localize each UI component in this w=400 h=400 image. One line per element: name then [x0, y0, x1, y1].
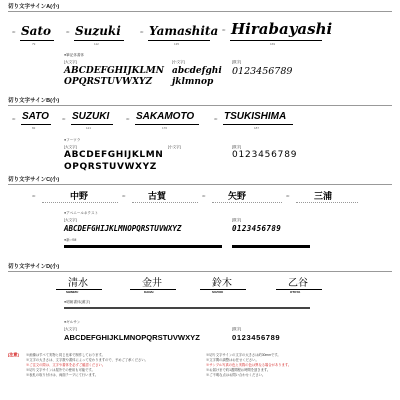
sample-b1-underline	[21, 124, 51, 125]
section-c-font2-sample-bar-2	[232, 245, 310, 248]
sample-a3-size: 30	[140, 30, 144, 34]
section-c-digit-label: [数字]	[232, 218, 242, 222]
notes-line: ※文字の大きさは、文字数や書体によって変わりますので、予めご了承ください。	[26, 358, 148, 362]
section-c-upper-row: ABCDEFGHIJKLMNOPQRSTUVWXYZ	[64, 224, 182, 233]
sample-b4-name: TSUKISHIMA	[224, 111, 287, 122]
notes-line: ※お届けまで約1週間程お時間を頂きます。	[206, 368, 271, 372]
sample-b3-name: SAKAMOTO	[136, 111, 195, 122]
section-a-lower-row2: jklmnop	[172, 77, 214, 87]
sample-b2-name: SUZUKI	[72, 111, 110, 122]
section-c-font2-sample-bar-1	[64, 245, 222, 248]
section-b-digit-label: [数字]	[232, 145, 242, 149]
section-d-font2-label: ●ギルサン	[64, 320, 81, 324]
sample-b1-name: SATO	[22, 111, 49, 122]
section-c-title: 切り文字サインC(小)	[8, 177, 60, 183]
section-b-upper-row1: ABCDEFGHIJKLMN	[64, 150, 164, 160]
section-d-upper-label: [大文字]	[64, 327, 77, 331]
notes-line: ※文字間の調整はお任せください。	[206, 358, 259, 362]
sample-a1-width: 79	[32, 42, 36, 46]
section-d-upper-row: ABCDEFGHIJKLMNOPQRSTUVWXYZ	[64, 333, 200, 342]
sample-a2-size: 30	[66, 30, 70, 34]
section-d-font1-sample-bar	[64, 307, 310, 309]
section-a-font-label: ●筆記体書体	[64, 53, 85, 57]
sample-d3-name: 鈴木	[212, 278, 232, 289]
sample-b3-width: 176	[162, 126, 168, 130]
section-d-name-samples	[8, 272, 392, 302]
sample-a3-width: 135	[174, 42, 180, 46]
sample-d2-romaji: KANAI	[144, 290, 154, 294]
section-d-digits: 0123456789	[232, 333, 281, 342]
section-a-name-samples	[8, 14, 392, 50]
section-a-lower-row1: abcdefghi	[172, 66, 222, 76]
notes-line: ※切り文字サインは屋外での使用も可能です。	[26, 368, 95, 372]
sample-c1-size: 30	[32, 194, 36, 198]
sample-c2-name: 古賀	[148, 191, 167, 201]
sample-c4-name: 三浦	[314, 191, 333, 201]
notes-left-column	[26, 352, 196, 377]
sample-a3-underline	[148, 40, 210, 41]
sample-a4-width: 169	[270, 42, 276, 46]
section-a-digit-label: [数字]	[232, 60, 242, 64]
notes-right-column	[206, 352, 392, 377]
section-b-upper-row2: OPQRSTUVWXYZ	[64, 162, 157, 172]
notes-line: ※画像はすべて実物と同じ比率で制作しております。	[26, 353, 105, 357]
sample-a4-size: 30	[222, 28, 226, 32]
section-c-upper-label: [大文字]	[64, 218, 77, 222]
sample-d1-underline	[56, 289, 102, 290]
section-a-rule	[8, 11, 392, 12]
sample-b1-size: 30	[12, 117, 16, 121]
sample-a2-width: 112	[94, 42, 99, 46]
section-b-upper-label: [大文字]	[64, 145, 77, 149]
sample-c3-size: 30	[202, 194, 206, 198]
section-a-digits: 0123456789	[232, 66, 293, 77]
sample-d1-name: 清水	[68, 278, 88, 289]
section-c-digits: 0123456789	[232, 224, 282, 233]
section-c-font2-label: ●新ゴM	[64, 238, 77, 242]
sample-a3-name: Yamashita	[149, 24, 219, 38]
section-a-lower-label: [小文字]	[172, 60, 185, 64]
notes-line: ※表札の取り付けは、両面テープにて行います。	[26, 373, 99, 377]
section-b-name-samples	[8, 107, 392, 137]
section-a-title: 切り文字サインA(小)	[8, 4, 60, 10]
sample-a4-underline	[230, 40, 322, 41]
sample-c1-name: 中野	[70, 191, 89, 201]
section-d-title: 切り文字サインD(小)	[8, 264, 60, 270]
sample-b2-width: 121	[86, 126, 92, 130]
sample-c4-guide	[296, 202, 358, 203]
section-b-title: 切り文字サインB(小)	[8, 98, 60, 104]
section-c-rule	[8, 184, 392, 185]
notes-line: ※サンプル写真の色と実際の色は異なる場合があります。	[206, 363, 292, 367]
sample-b3-size: 30	[126, 117, 130, 121]
sample-a1-size: 30	[12, 30, 16, 34]
section-a-upper-row1: ABCDEFGHIJKLMN	[64, 66, 164, 76]
section-b-rule	[8, 105, 392, 106]
sample-d1-romaji: SHIMIZU	[66, 290, 79, 294]
notes-label: [注意]	[8, 352, 19, 357]
sample-a2-underline	[74, 40, 124, 41]
sample-b1-width: 82	[32, 126, 36, 130]
sample-a1-name: Sato	[21, 24, 51, 38]
section-b-digits: 0123456789	[232, 150, 298, 160]
section-a-upper-row2: OPQRSTUVWXYZ	[64, 77, 153, 87]
section-c-font1-label: ●アベニールネクスト	[64, 211, 99, 215]
notes-line: ※ご注文の際は、文字や書体を必ずご確認ください。	[26, 363, 106, 367]
sample-a2-name: Suzuki	[75, 24, 121, 38]
section-b-font-label: ●フーツラ	[64, 138, 81, 142]
sample-b2-size: 30	[62, 117, 66, 121]
sample-c1-guide	[42, 202, 118, 203]
sample-d3-romaji: SUZUKI	[212, 290, 224, 294]
section-d-digit-label: [数字]	[232, 327, 242, 331]
section-b-lower-label: [小文字]	[168, 145, 181, 149]
sample-b4-underline	[223, 124, 293, 125]
sample-c2-size: 30	[122, 194, 126, 198]
sample-d4-name: 乙谷	[288, 278, 308, 289]
sample-b4-width: 187	[254, 126, 260, 130]
notes-line: ※ご不明な点はお問い合わせください。	[206, 373, 266, 377]
sample-c3-name: 矢野	[228, 191, 247, 201]
sample-a4-name: Hirabayashi	[231, 20, 333, 38]
section-d-font1-label: ●明朝書体(漢字)	[64, 300, 91, 304]
sample-c3-guide	[212, 202, 282, 203]
sample-d4-romaji: OTOYA	[290, 290, 301, 294]
sample-b4-size: 30	[214, 117, 218, 121]
sample-c2-guide	[132, 202, 198, 203]
section-a-upper-label: [大文字]	[64, 60, 77, 64]
sample-b3-underline	[135, 124, 199, 125]
sample-b2-underline	[71, 124, 113, 125]
sample-a1-underline	[20, 40, 54, 41]
notes-line: ※切り文字サインの文字の大きさは約30mmです。	[206, 353, 281, 357]
sample-d2-name: 金井	[142, 278, 162, 289]
sample-c4-size: 30	[286, 194, 290, 198]
